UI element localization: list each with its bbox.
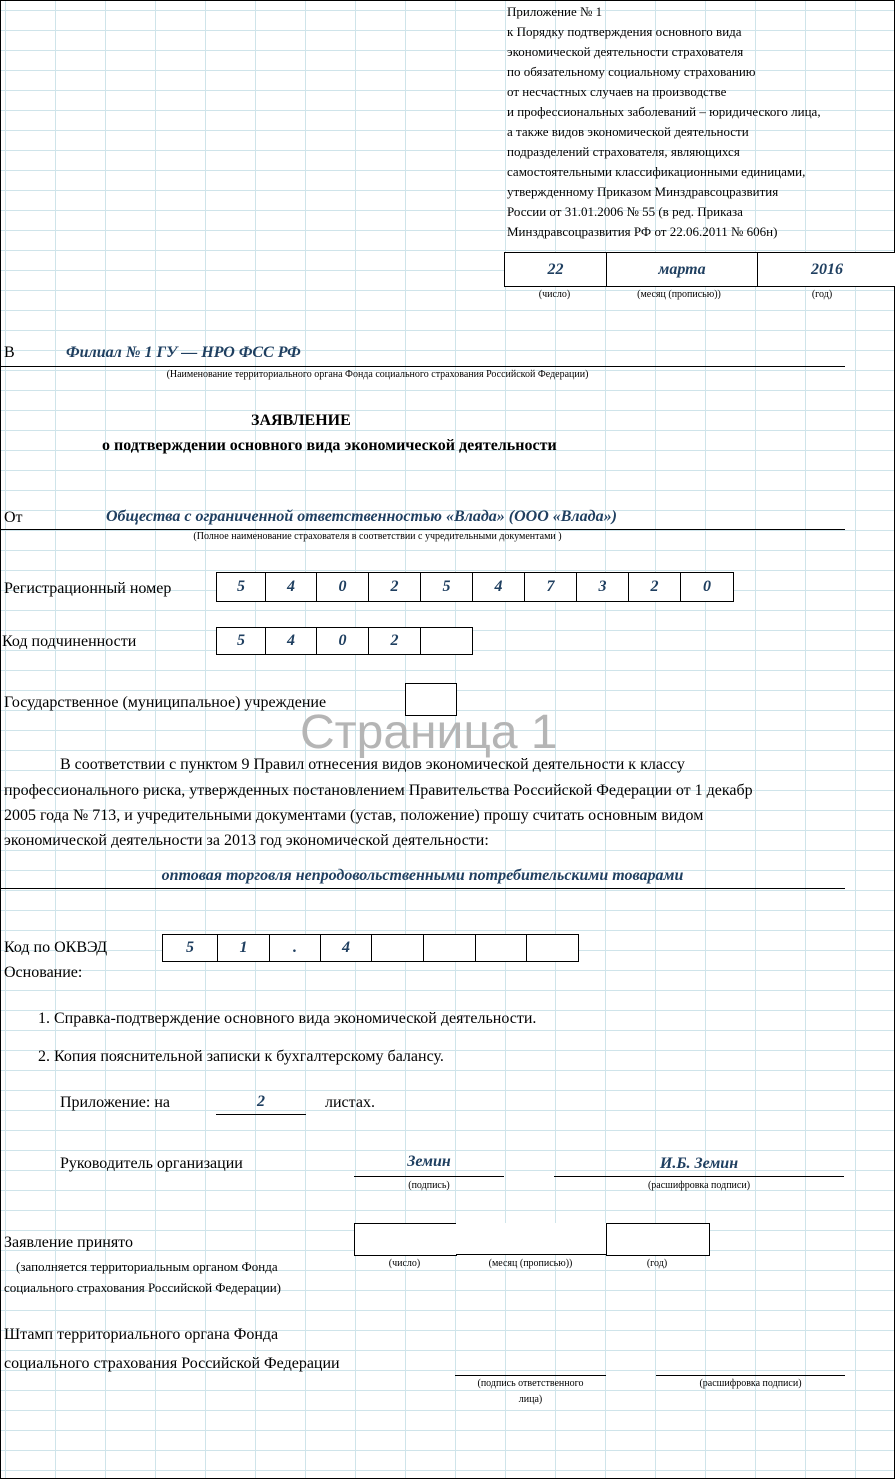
attachment-suffix: листах.: [325, 1094, 375, 1111]
appendix-line: самостоятельными классификационными единицами,: [507, 164, 806, 179]
stamp-signature-caption: (подпись ответственного: [477, 1378, 584, 1389]
head-label: Руководитель организации: [60, 1155, 243, 1172]
reg-number-label: Регистрационный номер: [4, 580, 172, 597]
from-underline: [0, 529, 845, 530]
accepted-note: социального страхования Российской Федерации): [4, 1280, 282, 1295]
accepted-day-field[interactable]: [354, 1223, 457, 1256]
accepted-note: (заполняется территориальным органом Фонда: [16, 1259, 278, 1274]
subordination-label: Код подчиненности: [2, 633, 137, 650]
appendix-line: России от 31.01.2006 № 55 (в ред. Приказа: [507, 204, 743, 219]
subordination-digit[interactable]: 0: [316, 627, 369, 655]
reg-number-digit[interactable]: 2: [628, 572, 681, 602]
stamp-name-underline: [656, 1375, 845, 1376]
from-caption: (Полное наименование страхователя в соответствии с учредительными документами ): [193, 531, 562, 542]
reg-number-digit[interactable]: 0: [680, 572, 734, 602]
head-name-caption: (расшифровка подписи): [647, 1180, 751, 1191]
appendix-line: а также видов экономической деятельности: [507, 124, 749, 139]
accepted-date-boxes: [354, 1223, 710, 1256]
subordination-digit[interactable]: 2: [368, 627, 421, 655]
okved-digit[interactable]: [423, 934, 476, 962]
date-year-field[interactable]: 2016: [757, 252, 895, 287]
okved-digit[interactable]: 1: [217, 934, 270, 962]
stamp-label: социального страхования Российской Федерации: [4, 1355, 340, 1372]
body-text-line: В соответствии с пунктом 9 Правил отнесения видов экономической деятельности к классу: [60, 756, 685, 773]
okved-digit[interactable]: .: [269, 934, 321, 962]
body-text-line: профессионального риска, утвержденных постановлением Правительства Российской Федерации от 1 декабр: [4, 782, 753, 799]
head-signature-underline: [354, 1176, 504, 1177]
appendix-line: к Порядку подтверждения основного вида: [507, 24, 742, 39]
activity-value[interactable]: оптовая торговля непродовольственными потребительскими товарами: [161, 867, 684, 884]
subordination-cells: [216, 627, 473, 655]
appendix-line: экономической деятельности страхователя: [507, 44, 744, 59]
date-day-caption: (число): [538, 289, 571, 300]
okved-digit[interactable]: 4: [320, 934, 372, 962]
accepted-year-field[interactable]: [606, 1223, 710, 1256]
okved-digit[interactable]: [526, 934, 579, 962]
okved-digit[interactable]: 5: [162, 934, 218, 962]
reg-number-digit[interactable]: 7: [524, 572, 577, 602]
reg-number-digit[interactable]: 4: [472, 572, 525, 602]
from-value[interactable]: Общества с ограниченной ответственностью «Влада» (ООО «Влада»): [106, 508, 617, 525]
accepted-year-caption: (год): [646, 1258, 668, 1269]
date-boxes: [504, 252, 895, 287]
page-watermark: Страница 1: [300, 706, 558, 759]
appendix-line: утвержденному Приказом Минздравсоцразвития: [507, 184, 779, 199]
reg-number-digit[interactable]: 5: [216, 572, 266, 602]
title-line1: ЗАЯВЛЕНИЕ: [251, 412, 351, 429]
title-line2: о подтверждении основного вида экономической деятельности: [102, 437, 557, 454]
reg-number-digit[interactable]: 5: [420, 572, 473, 602]
accepted-day-caption: (число): [388, 1258, 421, 1269]
appendix-line: и профессиональных заболеваний – юридического лица,: [507, 104, 821, 119]
to-underline: [0, 366, 845, 367]
stamp-signature-underline: [455, 1375, 606, 1376]
attachment-sheets-value[interactable]: 2: [257, 1093, 265, 1110]
to-caption: (Наименование территориального органа Фонда социального страхования Российской Федерации): [166, 369, 589, 380]
date-month-field[interactable]: марта: [606, 252, 758, 287]
stamp-signature-caption: лица): [518, 1394, 543, 1405]
reg-number-digit[interactable]: 4: [265, 572, 317, 602]
subordination-digit[interactable]: 4: [265, 627, 317, 655]
basis-item: 1. Справка-подтверждение основного вида экономической деятельности.: [38, 1010, 537, 1027]
body-text-line: 2005 года № 713, и учредительными документами (устав, положение) прошу считать основным видом: [4, 807, 704, 824]
reg-number-cells: [216, 572, 734, 602]
to-prefix: В: [4, 344, 15, 361]
okved-cells: [162, 934, 579, 962]
date-day-field[interactable]: 22: [504, 252, 607, 287]
reg-number-digit[interactable]: 0: [316, 572, 369, 602]
state-institution-label: Государственное (муниципальное) учреждение: [4, 694, 327, 711]
subordination-digit[interactable]: 5: [216, 627, 266, 655]
body-text-line: экономической деятельности за 2013 год экономической деятельности:: [4, 832, 489, 849]
reg-number-digit[interactable]: 3: [576, 572, 629, 602]
head-name[interactable]: И.Б. Земин: [659, 1155, 739, 1172]
activity-underline: [0, 888, 845, 889]
date-year-caption: (год): [811, 289, 833, 300]
appendix-line: Минздравсоцразвития РФ от 22.06.2011 № 606н): [507, 224, 778, 239]
subordination-digit[interactable]: [420, 627, 473, 655]
accepted-month-caption: (месяц (прописью)): [488, 1258, 573, 1269]
stamp-label: Штамп территориального органа Фонда: [4, 1326, 279, 1343]
head-signature[interactable]: Земин: [407, 1153, 451, 1170]
stamp-name-caption: (расшифровка подписи): [699, 1378, 802, 1389]
appendix-line: по обязательному социальному страхованию: [507, 64, 756, 79]
appendix-line: от несчастных случаев на производстве: [507, 84, 727, 99]
basis-label: Основание:: [4, 964, 83, 981]
to-value[interactable]: Филиал № 1 ГУ — НРО ФСС РФ: [66, 344, 301, 361]
head-signature-caption: (подпись): [408, 1180, 450, 1191]
accepted-label: Заявление принято: [4, 1234, 133, 1251]
date-month-caption: (месяц (прописью)): [637, 289, 721, 300]
okved-digit[interactable]: [371, 934, 424, 962]
from-prefix: От: [4, 509, 23, 526]
appendix-line: Приложение № 1: [507, 4, 603, 19]
basis-item: 2. Копия пояснительной записки к бухгалтерскому балансу.: [38, 1048, 444, 1065]
accepted-month-field[interactable]: [456, 1223, 607, 1255]
attachment-label: Приложение: на: [60, 1094, 170, 1111]
okved-label: Код по ОКВЭД: [4, 939, 108, 956]
appendix-line: подразделений страхователя, являющихся: [507, 144, 740, 159]
head-name-underline: [554, 1176, 844, 1177]
okved-digit[interactable]: [475, 934, 527, 962]
attachment-underline: [216, 1114, 306, 1115]
reg-number-digit[interactable]: 2: [368, 572, 421, 602]
